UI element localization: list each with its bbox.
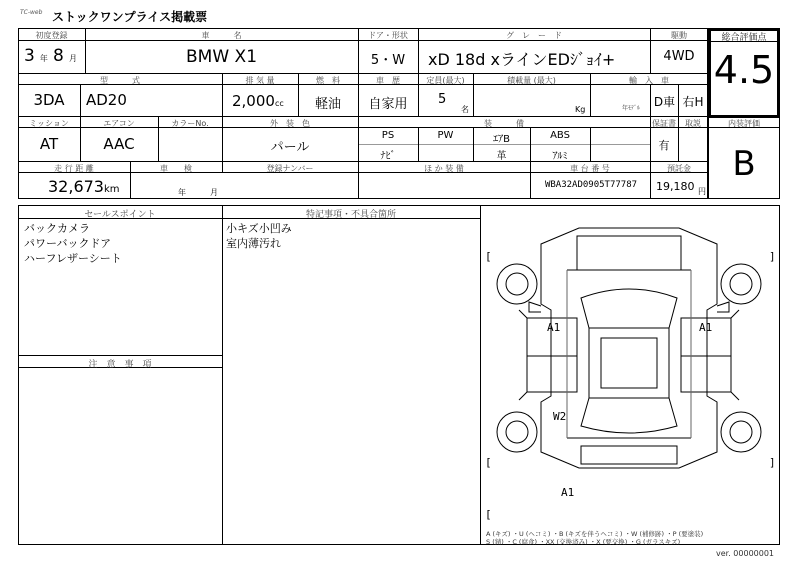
- drive-value: 4WD: [663, 49, 695, 64]
- logo-text: TC-web: [20, 9, 43, 16]
- exterior-color-value: パール: [270, 140, 310, 155]
- sales-point-item: バックカメラ: [24, 222, 90, 235]
- equipment-label: 装 備: [484, 119, 524, 128]
- import-label: 輸 入 車: [629, 76, 669, 85]
- first-reg-year: 3: [24, 46, 35, 66]
- displacement-value: [232, 91, 284, 110]
- plate-label: 登録ナンバー: [266, 164, 314, 173]
- first-reg-value: [24, 46, 84, 66]
- car-name-label: 車 名: [201, 31, 242, 40]
- chassis-label: 車 台 番 号: [570, 164, 610, 173]
- overall-score-label: 総合評価点: [721, 33, 767, 43]
- car-name-value: BMW X1: [186, 47, 258, 67]
- equipment-ps: PS: [381, 130, 395, 141]
- damage-mark-left-rear: W2: [553, 410, 567, 423]
- damage-mark-left-front-door: A1: [547, 321, 561, 334]
- interior-score-value: B: [732, 144, 756, 184]
- chassis-value: WBA32AD0905T77787: [544, 180, 638, 190]
- price-unit: 円: [698, 187, 706, 196]
- equipment-airbag: ｴｱB: [493, 134, 510, 145]
- interior-score-label: 内装評価: [728, 119, 760, 128]
- exterior-color-label: 外 装 色: [270, 119, 310, 128]
- bracket: [: [485, 456, 492, 469]
- mileage-label: 走 行 距 離: [54, 164, 94, 173]
- capacity-label: 定員(最大): [426, 76, 465, 85]
- legend-line-2: S (錆) ・C (腐食) ・XX (交換済み) ・X (要交換) ・G (ガラスキズ): [486, 538, 681, 546]
- aircon-label: エアコン: [103, 119, 135, 128]
- remark-item: 小キズ小凹み: [226, 222, 292, 235]
- history-value: 自家用: [368, 97, 408, 112]
- first-reg-month-unit: 月: [68, 54, 77, 63]
- page-title: ストックワンプライス掲載票: [52, 10, 208, 24]
- capacity-value: 5: [438, 92, 447, 107]
- warranty-value: 有: [658, 139, 670, 152]
- model-value: AD20: [86, 91, 127, 109]
- mission-label: ミッション: [29, 119, 69, 128]
- first-reg-month: 8: [53, 46, 64, 66]
- load-unit: Kg: [575, 105, 586, 114]
- price-label: 預託金: [667, 164, 691, 173]
- model-label: 型 式: [100, 76, 140, 85]
- bracket: [: [485, 508, 492, 521]
- first-reg-year-unit: 年: [39, 54, 48, 63]
- displacement-number: 2,000: [232, 92, 275, 110]
- mileage-number: 32,673: [48, 177, 104, 196]
- grade-value: xD 18d xラインEDｼﾞｮｲ+: [428, 50, 616, 69]
- equipment-pw: PW: [437, 130, 454, 141]
- aircon-value: AAC: [103, 135, 135, 153]
- import-sub: 年ﾓﾃﾞﾙ: [622, 105, 641, 112]
- damage-mark-right-front-door: A1: [699, 321, 713, 334]
- mileage-unit: km: [103, 184, 120, 195]
- bracket: ]: [769, 456, 776, 469]
- equipment-abs: ABS: [550, 130, 570, 141]
- overall-score-value: 4.5: [713, 48, 775, 92]
- logo: [20, 9, 50, 21]
- caution-label: 注 意 事 項: [88, 360, 152, 370]
- sales-point-item: ハーフレザーシート: [24, 252, 122, 265]
- model-prefix: 3DA: [33, 91, 65, 109]
- drive-label: 駆動: [671, 31, 687, 40]
- equipment-navi: ﾅﾋﾞ: [380, 151, 396, 162]
- inspection-label: 車 検: [160, 164, 192, 173]
- sales-points-list: [24, 221, 122, 266]
- displacement-unit: cc: [274, 99, 284, 108]
- other-equipment-label: ほ か 装 備: [424, 164, 464, 173]
- color-no-label: カラーNo.: [171, 119, 209, 128]
- equipment-leather: 革: [496, 151, 507, 162]
- displacement-label: 排 気 量: [245, 76, 275, 85]
- remark-item: 室内薄汚れ: [226, 237, 281, 250]
- mission-value: AT: [39, 135, 59, 153]
- fuel-label: 燃 料: [316, 76, 340, 85]
- fuel-value: 軽油: [314, 97, 341, 112]
- mileage-value: [48, 177, 120, 196]
- remarks-label: 特記事項・不具合箇所: [305, 210, 396, 220]
- bracket: [: [485, 250, 492, 263]
- equipment-alloy: ｱﾙﾐ: [552, 151, 568, 162]
- inspection-month: 月: [210, 188, 218, 197]
- warranty-label: 保証書: [652, 119, 676, 128]
- remarks-list: [226, 221, 292, 251]
- door-value: 5・W: [370, 53, 406, 68]
- grade-label: グ レ ー ド: [506, 31, 562, 40]
- inspection-year: 年: [178, 188, 186, 197]
- car-damage-diagram: [481, 206, 779, 544]
- sales-point-item: パワーバックドア: [24, 237, 112, 250]
- legend-line-1: A (キズ) ・U (ヘコミ) ・B (キズを伴うヘコミ) ・W (補修跡) ・P (要塗装): [486, 530, 704, 538]
- manual-label: 取説: [685, 119, 701, 128]
- price-value: 19,180: [656, 180, 695, 193]
- version-text: ver. 00000001: [716, 549, 775, 558]
- damage-mark-rear-bumper: A1: [561, 486, 575, 499]
- load-label: 積載量 (最大): [507, 76, 556, 85]
- sales-points-label: セールスポイント: [84, 210, 156, 220]
- history-label: 車 歴: [376, 76, 400, 85]
- first-reg-label: 初度登録: [35, 31, 68, 40]
- door-label: ドア・形状: [368, 31, 408, 40]
- import-value: D車: [653, 95, 676, 109]
- capacity-unit: 名: [461, 105, 469, 114]
- handle-value: 右H: [682, 95, 704, 109]
- bracket: ]: [769, 250, 776, 263]
